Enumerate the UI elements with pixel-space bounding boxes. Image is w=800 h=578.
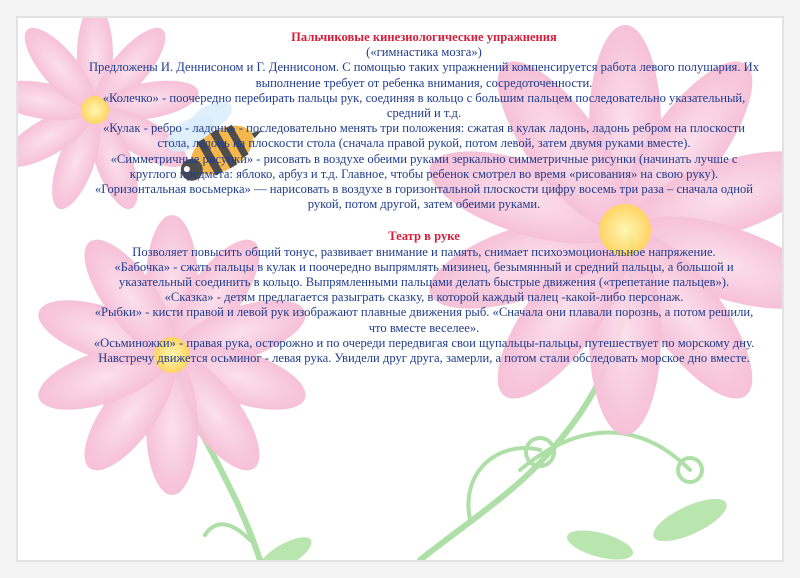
list-item: «Колечко» - поочередно перебирать пальцы рук, соединяя в кольцо с большим пальцем последовательно указательный, средний и т.д. bbox=[102, 90, 746, 121]
section-title: Пальчиковые кинезиологические упражнения bbox=[291, 30, 557, 44]
section-gap bbox=[86, 212, 762, 229]
list-item: «Сказка» - детям предлагается разыграть сказку, в которой каждый палец -какой-либо персонаж. bbox=[164, 290, 684, 305]
list-item: «Кулак - ребро - ладонь» - последовательно менять три положения: сжатая в кулак ладонь, ладонь ребром на плоскости стола, ладонь на плоскости стола (сначала правой рукой, потом левой, затем двумя руками вместе). bbox=[102, 121, 746, 151]
list-item: «Осьминожки» - правая рука, осторожно и по очереди передвигая свои щупальцы-пальцы, путешествует по морскому дну. Навстречу движется осьминог - левая рука. Увидели друг друга, замерли, а потом стали обследовать морское дно вместе. bbox=[93, 335, 755, 366]
paragraph: Предложены И. Деннисоном и Г. Деннисоном. С помощью таких упражнений компенсируется работа левого полушария. Их выполнение требует от ребенка внимания, сосредоточенности. bbox=[88, 60, 760, 90]
section-title: Театр в руке bbox=[388, 229, 460, 244]
section-subtitle: («гимнастика мозга») bbox=[366, 45, 482, 60]
paragraph: Позволяет повысить общий тонус, развивает внимание и память, снимает психоэмоциональное напряжение. bbox=[132, 244, 716, 259]
list-item: «Симметричные рисунки» - рисовать в воздухе обеими руками зеркально симметричные рисунки (начинать лучше с круглого предмета: яблоко, арбуз и т.д. Главное, чтобы ребенок смотрел во время «рисования» на свою руку). bbox=[110, 151, 738, 181]
list-item: «Бабочка» - сжать пальцы в кулак и поочередно выпрямлять мизинец, безымянный и средний пальцы, а большой и указательный соединить в кольцо. Выпрямленными пальцами делать быстрые движения («трепетание пальцев»). bbox=[114, 259, 734, 290]
document-text bbox=[86, 30, 762, 366]
list-item: «Горизонтальная восьмерка» — нарисовать в воздухе в горизонтальной плоскости цифру восемь три раза – сначала одной рукой, потом другой, затем обеими руками. bbox=[94, 182, 754, 212]
list-item: «Рыбки» - кисти правой и левой рук изображают плавные движения рыб. «Сначала они плавали порознь, а потом решили, что вместе веселее». bbox=[94, 305, 754, 335]
